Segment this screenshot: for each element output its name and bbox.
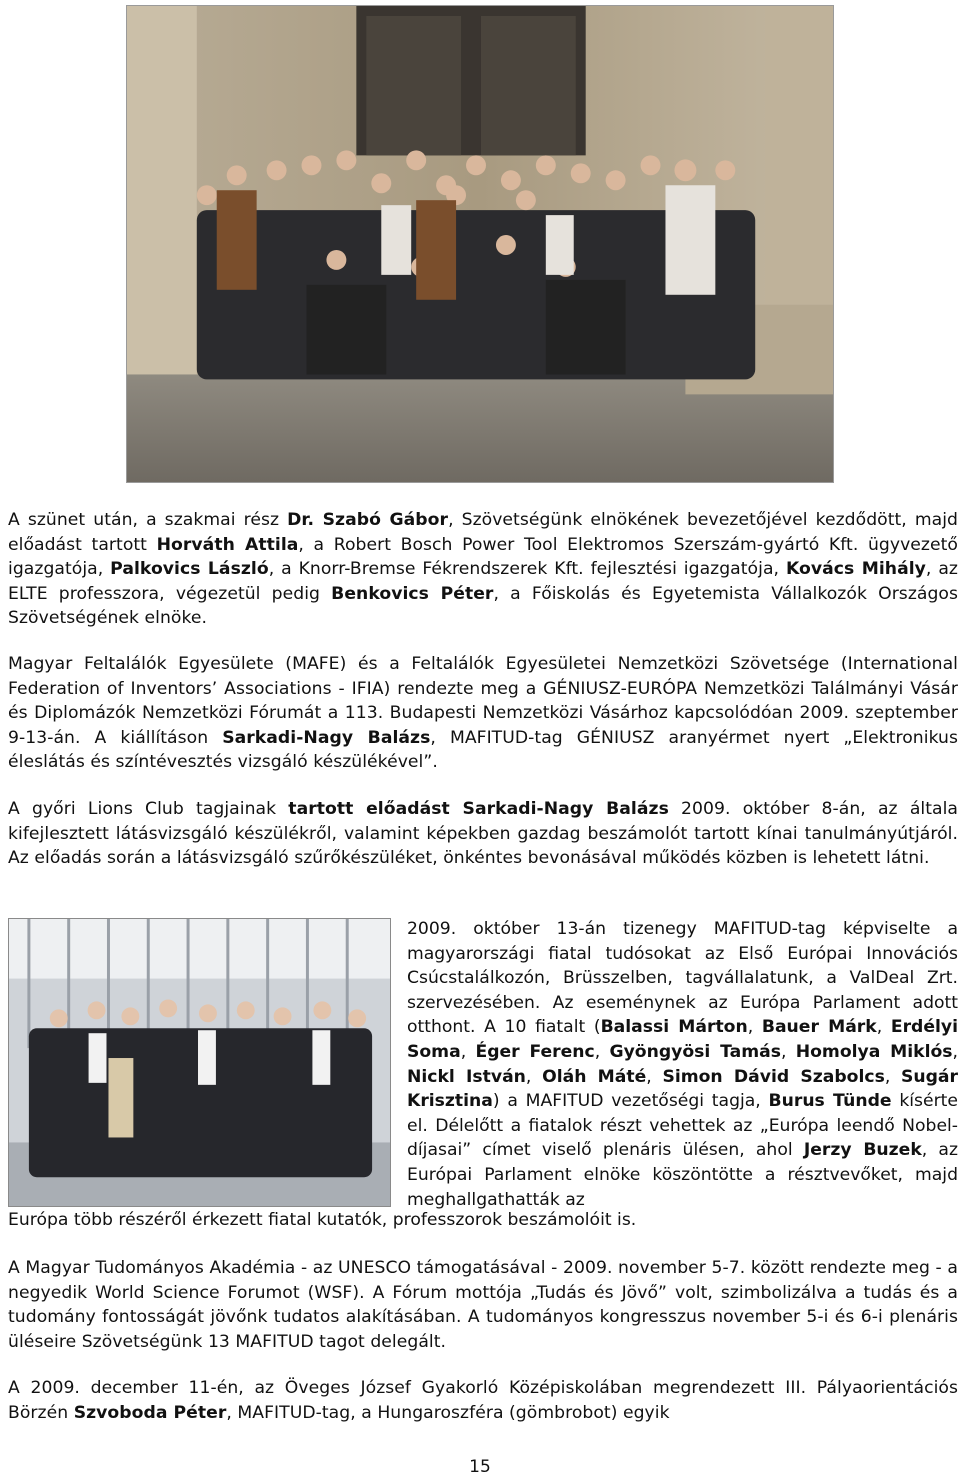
text-run: , az Európai Parlament elnöke köszöntötte a résztvevőket, majd meghallgathatták az (407, 1140, 958, 1210)
person-name: Oláh Máté (542, 1066, 647, 1087)
group-photo-illustration (127, 6, 833, 482)
text-run: 2009. október 8-án, az általa kifejlesztett látásvizsgáló készülékről, valamint képekben gazdag beszámolót tartott kínai tanulmányútjáról. Az előadás során a látásvizsgáló szűrőkészüléket, önkéntes bevonásával működés közben is lehetett látni. (8, 799, 959, 869)
person-name: Homolya Miklós (795, 1041, 953, 1062)
text-run: 2009. október 13-án tizenegy MAFITUD-tag képviselte a magyarországi fiatal tudósokat az Első Európai Innovációs Csúcstalálkozón, Brüsszelben, tagvállalatunk, a ValDeal Zrt. szervezésében. Az eseménynek az Európa Parlament adott otthont. A 10 fiatalt ( (407, 919, 958, 1038)
paragraph-genius-europe (8, 652, 958, 775)
person-name: Simon Dávid Szabolcs (662, 1066, 885, 1087)
text-run: A szünet után, a szakmai rész (8, 510, 288, 530)
text-run: , az ELTE professzora, végezetül pedig (8, 559, 958, 604)
text-run: , MAFITUD-tag, a Hungaroszféra (gömbrobot) egyik (226, 1402, 670, 1423)
separator: , (594, 1041, 610, 1062)
paragraph-career-fair (8, 1376, 958, 1425)
text-run: Európa több részéről érkezett fiatal kutatók, professzorok beszámolóit is. (8, 1210, 637, 1230)
highlight-text: tartott előadást Sarkadi-Nagy Balázs (288, 799, 669, 819)
text-run: , Szövetségünk elnökének bevezetőjével kezdődött, majd előadást tartott (8, 510, 959, 555)
text-run: kísérte el. Délelőtt a fiatalok részt vehettek az „Európa leendő Nobel-díjasai” címet viselő plenáris ülésen, ahol (407, 1091, 958, 1161)
person-name: Palkovics László (110, 559, 269, 580)
person-name: Bauer Márk (761, 1017, 877, 1038)
separator: , (460, 1041, 476, 1062)
text-run: A Magyar Tudományos Akadémia - az UNESCO támogatásával - 2009. november 5-7. között rendezte meg - a negyedik World Science Forumot (WSF). A Fórum mottója „Tudás és Jövő” volt, szimbolizálva a tudás és a tudomány fontosságát jövőnk tudatos alakításában. A tudományos kongresszus november 5-i és 6-i plenáris üléseire Szövetségünk 13 MAFITUD tagot delegált. (8, 1258, 958, 1352)
text-run: , a Főiskolás és Egyetemista Vállalkozók Országos Szövetségének elnöke. (8, 583, 958, 629)
separator: , (952, 1041, 958, 1062)
separator: , (646, 1066, 663, 1087)
person-name: Sugár Krisztina (407, 1066, 958, 1112)
separator: , (780, 1041, 796, 1062)
paragraph-brussels-tail (8, 1208, 958, 1233)
group-photo-brussels (8, 918, 391, 1207)
separator: , (876, 1017, 891, 1038)
paragraph-brussels (407, 917, 958, 1212)
person-name: Sarkadi-Nagy Balázs (222, 727, 431, 748)
text-run: Magyar Feltalálók Egyesülete (MAFE) és a Feltalálók Egyesületei Nemzetközi Szövetsége (International Federation of Inventors’ Associations - IFIA) rendezte meg a GÉNIUSZ-EURÓPA Nemzetközi Találmányi Vásár és Diplomázók Nemzetközi Fórumát a 113. Budapesti Nemzetközi Vásárhoz kapcsolódóan 2009. szeptember 9-13-án. A kiállításon (8, 654, 958, 748)
paragraph-world-science-forum (8, 1256, 958, 1354)
text-run: , a Robert Bosch Power Tool Elektromos Szerszám-gyártó Kft. ügyvezető igazgatója, (8, 534, 958, 580)
person-name: Burus Tünde (768, 1091, 892, 1112)
person-name: Balassi Márton (600, 1017, 748, 1038)
person-name: Dr. Szabó Gábor (287, 510, 449, 530)
person-name: Nickl István (407, 1066, 526, 1087)
group-photo-top (126, 5, 834, 483)
separator: , (747, 1017, 762, 1038)
page-number: 15 (469, 1457, 491, 1477)
separator: , (525, 1066, 543, 1087)
text-run: A 2009. december 11-én, az Öveges József Gyakorló Középiskolában megrendezett III. Pályaorientációs Börzén (8, 1378, 958, 1423)
person-name: Kovács Mihály (785, 559, 926, 580)
paragraph-lecture (8, 508, 958, 631)
separator: , (884, 1066, 901, 1087)
paragraph-lions-club (8, 797, 958, 871)
person-name: Gyöngyösi Tamás (609, 1041, 781, 1062)
person-name: Benkovics Péter (331, 583, 494, 604)
text-run: , a Knorr-Bremse Fékrendszerek Kft. fejlesztési igazgatója, (268, 559, 786, 580)
brussels-photo-illustration (9, 919, 390, 1206)
person-name: Erdélyi Soma (407, 1017, 958, 1062)
person-name: Szvoboda Péter (73, 1402, 227, 1423)
text-run: , MAFITUD-tag GÉNIUSZ aranyérmet nyert „Elektronikus éleslátás és színtévesztés vizsgáló készülékével”. (8, 727, 958, 773)
person-name: Jerzy Buzek (803, 1140, 922, 1161)
person-name: Horváth Attila (156, 534, 299, 555)
text-run: ) a MAFITUD vezetőségi tagja, (492, 1091, 769, 1112)
text-run: A győri Lions Club tagjainak (8, 799, 289, 819)
person-name: Éger Ferenc (475, 1041, 595, 1062)
